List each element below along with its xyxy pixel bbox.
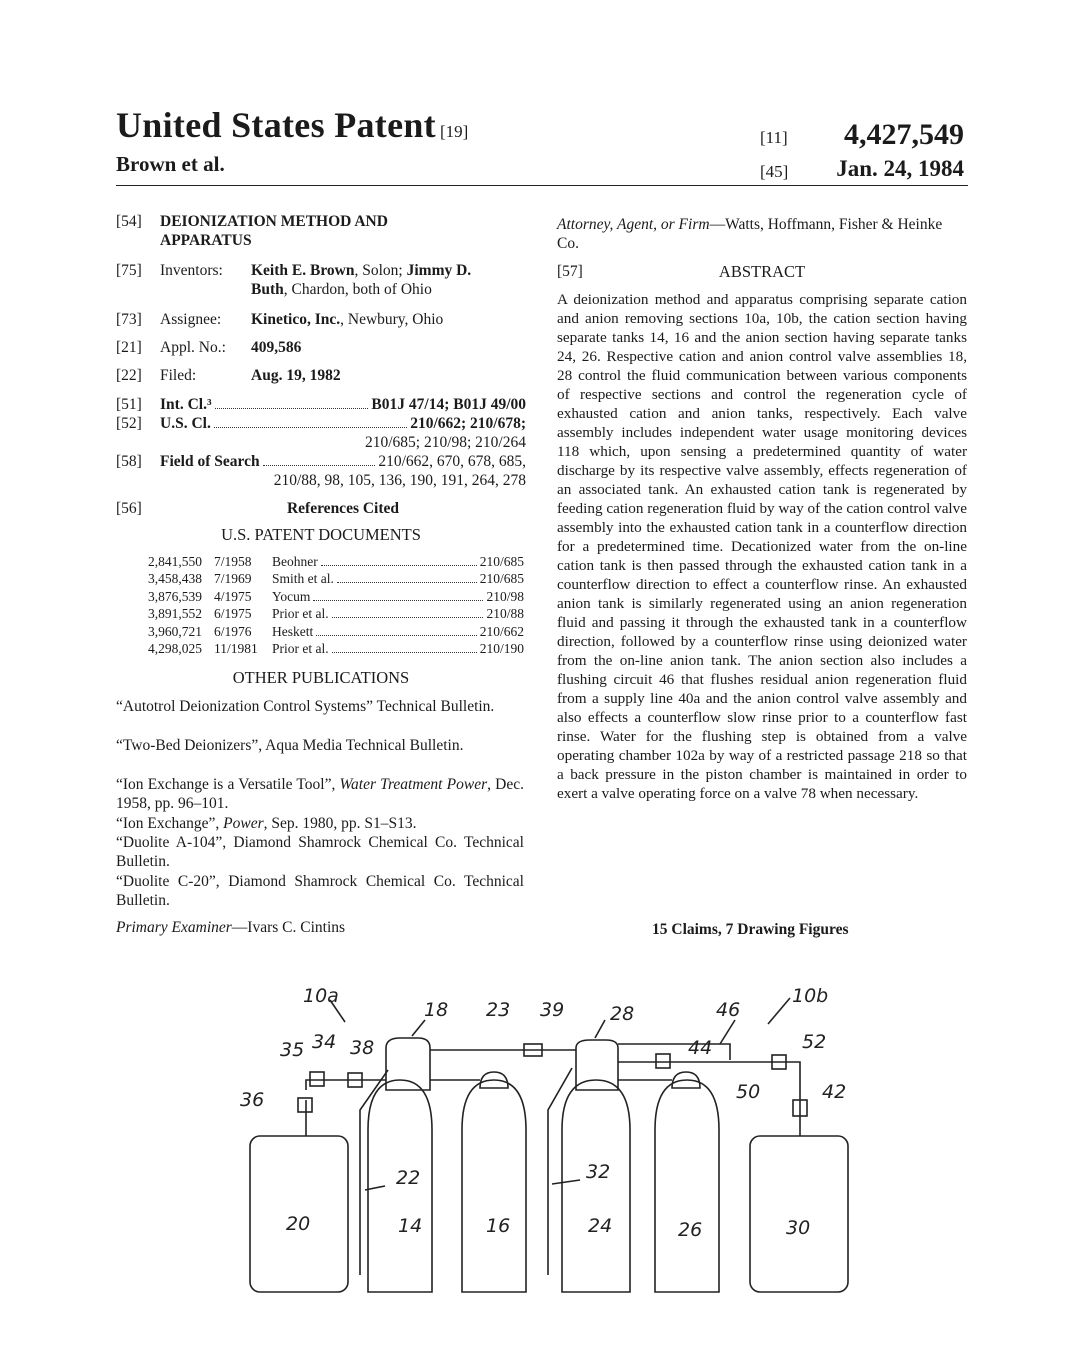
figure-label: 32 [586,1161,611,1183]
figure-label: 16 [486,1215,511,1237]
dot-leader [321,553,477,566]
valve-35 [310,1072,324,1086]
search-value: 210/662, 670, 678, 685, [378,453,526,470]
publication: “Duolite A-104”, Diamond Shamrock Chemical Co. Technical Bulletin. [116,834,524,870]
inventor-name: Jimmy D. [406,262,472,279]
reference-name [272,640,524,657]
intcl-field [116,395,526,415]
uscl-primary: 210/662; 210/678; [410,415,526,432]
figure-label: 10a [303,985,339,1007]
patent-date: Jan. 24, 1984 [836,156,964,181]
publication-text: “Ion Exchange”, [116,815,224,832]
attorney-field [557,215,967,253]
reference-name [272,623,524,640]
primary-examiner [116,919,345,937]
inventor-location: , Solon; [354,262,407,279]
appl-field [116,338,526,358]
reference-number: 3,891,552 [148,606,202,622]
date-code: [45] [760,162,789,181]
reference-inventor: Smith et al. [272,571,334,587]
refs-heading: References Cited [286,500,400,517]
patent-title: United States Patent [116,105,436,145]
assignee-field [116,310,526,330]
leader-line [768,998,790,1024]
search-value: 210/88, 98, 105, 136, 190, 191, 264, 278 [273,472,526,489]
dot-leader [313,588,483,601]
publication-text: , Sep. 1980, pp. S1–S13. [263,815,417,832]
figure-label: 20 [286,1213,311,1235]
publication-text: , Dec. 1958, pp. 96–101. [116,776,525,812]
dot-leader [332,640,477,653]
pipe-46 [618,1044,730,1060]
field-code: [73] [116,311,142,328]
figure-label: 44 [688,1037,713,1059]
abstract-text: A deionization method and apparatus comprising separate cation and anion removing sections 10a, 10b, the cation section having separate tanks 14, 16 and the anion section having separate tanks 24, 26. Respective cation and anion control valve assemblies 18, 28 control the fluid communication between various components of respective sections and control the regeneration cycle of exhausted cation and anion tanks, respectively. Each valve assembly includes independent water usage monitoring devices 118 which, upon sensing a predetermined quantity of water discharge by its respective valve assembly, effects regeneration of an associated tank. An exhausted cation tank is regenerated by feeding cation regeneration fluid by way of the cation control valve assembly into the exhausted cation tank in a counterflow direction for a predetermined time. Decationized water from the on-line cation tank is then passed through the exhausted cation tank in a counterflow direction to effect a counterflow rinse. An exhausted anion tank is similarly regenerated using an anion regeneration fluid and passing it through the exhausted tank in a counterflow direction, followed by a counterflow rinse using deionized water from the on-line anion tank. The anion section also includes a flushing circuit 46 that flushes residual anion regeneration fluid from a supply line 40a and the anion control valve assembly and also effects a counterflow slow rinse prior to a counterflow fast rinse. Water for the flushing step is obtained from a valve operating chamber 102a by way of a restricted passage 218 so that a back pressure in the piston chamber is maintained in order to exert a valve operating force on a valve 78 when necessary. [557,291,967,802]
field-code: [52] [116,415,142,432]
title-code: [19] [440,122,469,141]
reference-date: 7/1958 [214,554,252,569]
other-pubs-heading: OTHER PUBLICATIONS [232,668,410,687]
leader-line [720,1020,735,1044]
reference-name [272,605,524,622]
dot-leader [337,570,477,583]
leader-line [552,1180,580,1184]
claims-summary: 15 Claims, 7 Drawing Figures [652,921,849,938]
inventor-name: Keith E. Brown [251,262,355,279]
assignee-location: , Newbury, Ohio [340,311,444,328]
reference-class: 210/662 [479,623,524,639]
examiner-name: —Ivars C. Cintins [231,919,346,936]
header-rule [116,185,968,186]
invention-title [160,212,388,250]
us-docs-heading: U.S. PATENT DOCUMENTS [221,525,421,544]
figure-label: 18 [424,999,449,1021]
pipe-22 [360,1070,388,1260]
reference-row [148,553,524,570]
valve-36 [298,1098,312,1112]
figure-label: 46 [716,999,741,1021]
publication [116,775,524,813]
invention-title-line: APPARATUS [160,232,252,249]
reference-number: 3,960,721 [148,623,202,639]
uscl-secondary: 210/685; 210/98; 210/264 [364,434,526,451]
dot-leader [332,605,484,618]
field-label: U.S. Cl. [160,415,211,432]
tank-30 [750,1136,848,1292]
field-code: [75] [116,262,142,279]
reference-name [272,588,524,605]
reference-date: 11/1981 [214,641,258,656]
abstract-heading: ABSTRACT [718,262,806,281]
reference-number: 3,458,438 [148,571,202,587]
reference-row [148,623,524,640]
figure-label: 14 [398,1215,423,1237]
title-field [116,212,526,252]
figure-label: 26 [678,1219,703,1241]
field-code: [54] [116,213,142,230]
reference-name [272,553,524,570]
patent-number: 4,427,549 [844,118,964,151]
publication: “Autotrol Deionization Control Systems” Technical Bulletin. [116,698,495,715]
figure-label: 23 [486,999,511,1021]
tank-26 [655,1080,719,1292]
dot-leader [263,465,376,466]
reference-class: 210/88 [486,606,524,622]
publication-journal: Power [223,815,264,832]
author-line: Brown et al. [116,152,225,176]
figure-label: 34 [312,1031,337,1053]
tank-24 [562,1080,630,1292]
reference-row [148,640,524,657]
reference-row [148,570,524,587]
reference-class: 210/98 [486,588,524,604]
reference-date: 7/1969 [214,571,252,587]
field-code: [57] [557,263,583,280]
tank-16 [462,1080,526,1292]
publication: “Duolite C-20”, Diamond Shamrock Chemical Co. Technical Bulletin. [116,873,524,909]
field-label: Int. Cl.³ [160,396,212,413]
filed-field [116,366,526,386]
field-label: Inventors: [160,262,223,279]
reference-row [148,588,524,605]
dot-leader [215,408,369,409]
figure-label: 52 [802,1031,827,1053]
examiner-label: Primary Examiner [116,919,232,936]
inventor-location: , Chardon, both of Ohio [283,281,432,298]
valve-18 [386,1038,430,1090]
valve-44 [656,1054,670,1068]
figure-label: 50 [736,1081,761,1103]
field-code: [22] [116,367,142,384]
field-label: Assignee: [160,311,222,328]
field-label: Appl. No.: [160,339,226,356]
apparatus-drawing [0,940,1080,1365]
reference-inventor: Prior et al. [272,606,329,622]
invention-title-line: DEIONIZATION METHOD AND [160,213,388,230]
appl-number: 409,586 [251,339,302,356]
reference-date: 4/1975 [214,588,252,604]
dot-leader [316,623,476,636]
field-label: Field of Search [160,453,260,470]
search-field [116,452,526,492]
publication: “Two-Bed Deionizers”, Aqua Media Technical Bulletin. [116,737,464,754]
field-label: Filed: [160,367,197,384]
field-code: [56] [116,500,142,517]
publication-journal: Water Treatment Power [339,776,488,793]
reference-inventor: Heskett [272,623,314,639]
reference-class: 210/190 [479,641,524,656]
figure-label: 10b [792,985,829,1007]
inventors-field [116,261,526,301]
refs-field [116,499,526,519]
figure-label: 38 [350,1037,375,1059]
inventors-value [251,261,526,299]
reference-number: 4,298,025 [148,641,202,656]
number-code: [11] [760,128,788,147]
figure-label: 30 [786,1217,811,1239]
figure-label: 36 [240,1089,265,1111]
intcl-value: B01J 47/14; B01J 49/00 [371,396,526,413]
leader-line [412,1020,425,1036]
filed-date: Aug. 19, 1982 [251,367,341,384]
figure-label: 22 [396,1167,421,1189]
reference-inventor: Yocum [272,588,311,604]
figure-label: 28 [610,1003,635,1025]
attorney-name: —Watts, Hoffmann, Fisher & Heinke Co. [557,216,943,252]
publication [116,814,524,833]
figure-label: 42 [822,1081,847,1103]
reference-inventor: Prior et al. [272,641,329,656]
attorney-label: Attorney, Agent, or Firm [557,216,710,233]
reference-number: 2,841,550 [148,554,202,569]
field-code: [51] [116,396,142,413]
field-code: [58] [116,453,142,470]
pipe [618,1062,800,1136]
dot-leader [214,427,407,428]
reference-date: 6/1975 [214,606,252,622]
figure-label: 35 [280,1039,305,1061]
reference-row [148,605,524,622]
figure-label: 24 [588,1215,613,1237]
uscl-field [116,414,526,454]
leader-line [595,1020,605,1038]
reference-number: 3,876,539 [148,588,202,604]
abstract-header [557,262,967,282]
reference-name [272,570,524,587]
figure-label: 39 [540,999,565,1021]
pipe [306,1080,386,1090]
field-code: [21] [116,339,142,356]
reference-inventor: Beohner [272,554,318,569]
reference-date: 6/1976 [214,623,252,639]
inventor-name: Buth [251,281,284,298]
reference-class: 210/685 [479,571,524,587]
reference-class: 210/685 [479,554,524,569]
publication-text: “Ion Exchange is a Versatile Tool”, [116,776,340,793]
assignee-name: Kinetico, Inc. [251,311,341,328]
